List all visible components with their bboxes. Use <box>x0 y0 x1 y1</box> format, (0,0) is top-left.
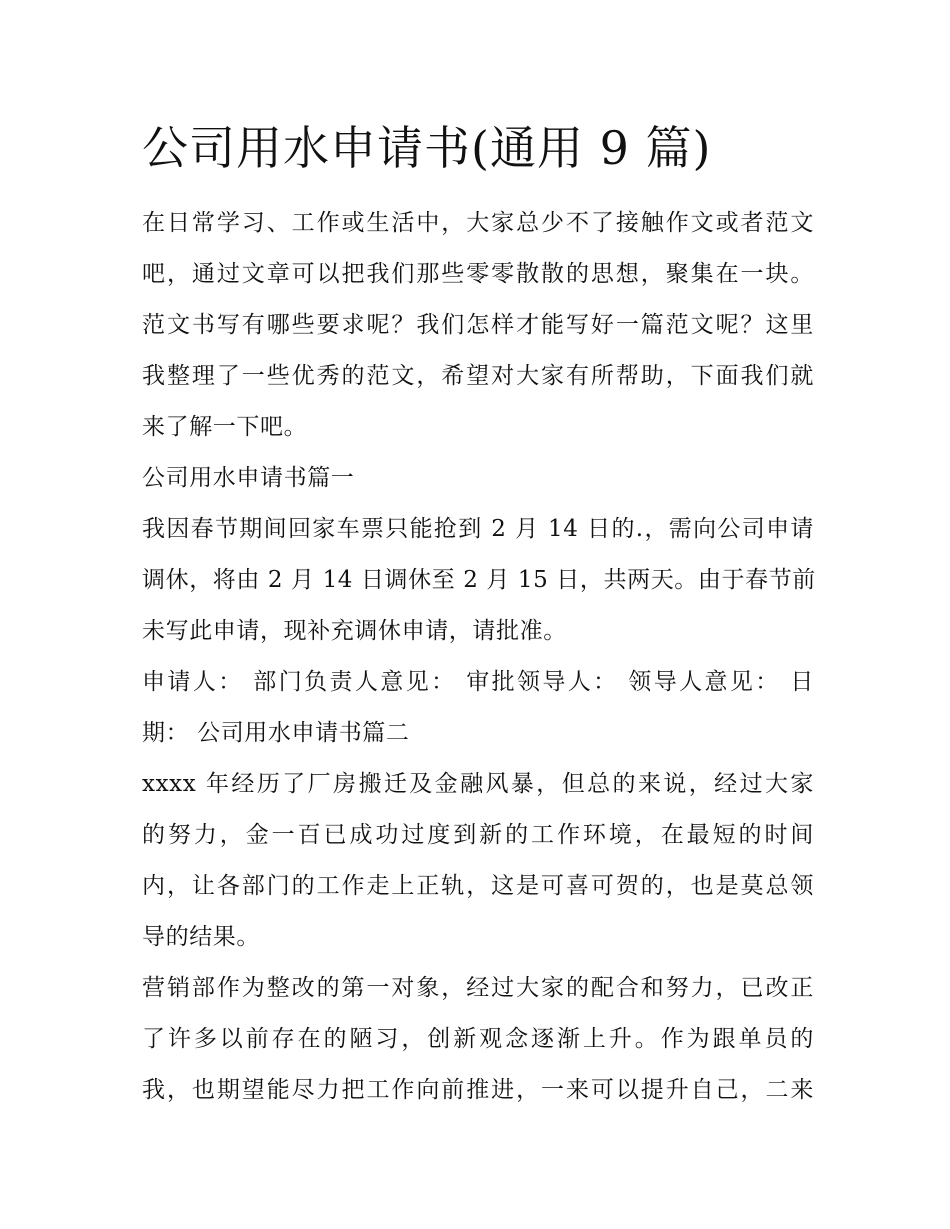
paragraph-line: 我因春节期间回家车票只能抢到 2 月 14 日的.，需向公司申请 <box>142 516 814 542</box>
paragraph-line: 范文书写有哪些要求呢？我们怎样才能写好一篇范文呢？这里 <box>142 312 814 338</box>
paragraph-line: xxxx 年经历了厂房搬迁及金融风暴，但总的来说，经过大家 <box>142 771 814 797</box>
paragraph-line: 内，让各部门的工作走上正轨，这是可喜可贺的，也是莫总领 <box>142 873 814 899</box>
document-title: 公司用水申请书(通用 9 篇) <box>142 121 712 175</box>
paragraph-line: 在日常学习、工作或生活中，大家总少不了接触作文或者范文 <box>142 210 814 236</box>
paragraph-line: 调休，将由 2 月 14 日调休至 2 月 15 日，共两天。由于春节前 <box>142 567 816 593</box>
signature-fields-line: 申请人： 部门负责人意见： 审批领导人： 领导人意见： 日 <box>142 669 814 695</box>
paragraph-line: 营销部作为整改的第一对象，经过大家的配合和努力，已改正 <box>142 975 814 1001</box>
paragraph-line: 我，也期望能尽力把工作向前推进，一来可以提升自己，二来 <box>142 1077 814 1103</box>
paragraph-line: 了许多以前存在的陋习，创新观念逐渐上升。作为跟单员的 <box>142 1026 814 1052</box>
paragraph-line: 导的结果。 <box>142 924 260 950</box>
paragraph-line: 的努力，金一百已成功过度到新的工作环境，在最短的时间 <box>142 822 814 848</box>
document-body <box>142 198 814 1116</box>
paragraph-line: 来了解一下吧。 <box>142 414 308 440</box>
paragraph-line: 未写此申请，现补充调休申请，请批准。 <box>142 618 567 644</box>
paragraph-line: 我整理了一些优秀的范文，希望对大家有所帮助，下面我们就 <box>142 363 814 389</box>
paragraph-line: 吧，通过文章可以把我们那些零零散散的思想，聚集在一块。 <box>142 261 814 287</box>
signature-fields-line: 期： 公司用水申请书篇二 <box>142 720 410 746</box>
section-heading: 公司用水申请书篇一 <box>142 465 355 491</box>
